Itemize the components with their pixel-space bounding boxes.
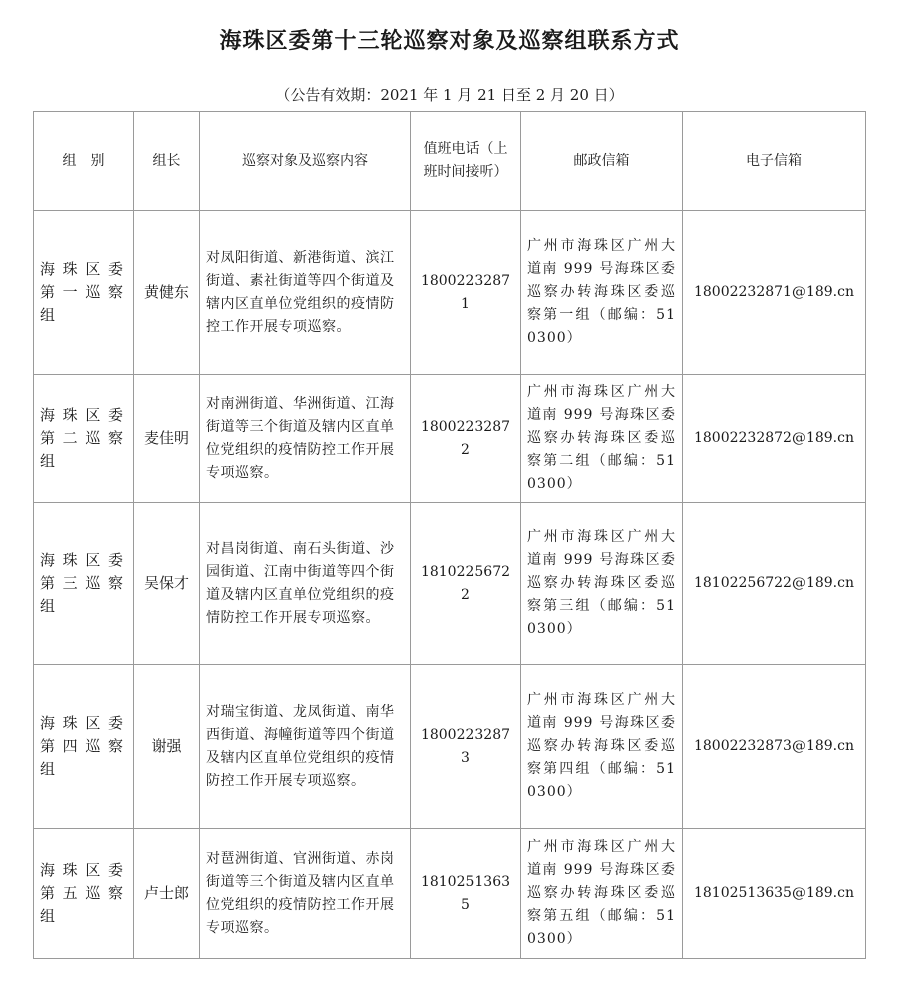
- mail-cell: 广州市海珠区广州大道南 999 号海珠区委巡察办转海珠区委巡察第四组（邮编：510300）: [521, 665, 683, 829]
- content-cell: 对昌岗街道、南石头街道、沙园街道、江南中街道等四个街道及辖内区直单位党组织的疫情防控工作开展专项巡察。: [200, 503, 411, 665]
- table-row: [34, 665, 866, 829]
- column-header-mail: 邮政信箱: [521, 112, 683, 211]
- table-row: [34, 211, 866, 375]
- content-cell: 对琶洲街道、官洲街道、赤岗街道等三个街道及辖内区直单位党组织的疫情防控工作开展专项巡察。: [200, 829, 411, 959]
- table-row: [34, 503, 866, 665]
- leader-cell: 黄健东: [134, 211, 200, 375]
- content-cell: 对凤阳街道、新港街道、滨江街道、素社街道等四个街道及辖内区直单位党组织的疫情防控工作开展专项巡察。: [200, 211, 411, 375]
- phone-cell: 18002232872: [411, 375, 521, 503]
- table-row: [34, 375, 866, 503]
- email-cell: 18102513635@189.cn: [683, 829, 866, 959]
- phone-cell: 18102513635: [411, 829, 521, 959]
- leader-cell: 卢士郎: [134, 829, 200, 959]
- table-row: [34, 829, 866, 959]
- column-header-content: 巡察对象及巡察内容: [200, 112, 411, 211]
- leader-cell: 麦佳明: [134, 375, 200, 503]
- validity-period: （公告有效期：2021 年 1 月 21 日至 2 月 20 日）: [275, 86, 624, 104]
- phone-cell: 18002232871: [411, 211, 521, 375]
- email-cell: 18002232872@189.cn: [683, 375, 866, 503]
- group-cell: 海珠区委第四巡察组: [34, 665, 134, 829]
- group-cell: 海珠区委第二巡察组: [34, 375, 134, 503]
- phone-cell: 18002232873: [411, 665, 521, 829]
- email-cell: 18002232871@189.cn: [683, 211, 866, 375]
- mail-cell: 广州市海珠区广州大道南 999 号海珠区委巡察办转海珠区委巡察第一组（邮编：510300）: [521, 211, 683, 375]
- phone-cell: 18102256722: [411, 503, 521, 665]
- column-header-leader: 组长: [134, 112, 200, 211]
- contact-table: [33, 111, 866, 959]
- column-header-phone: 值班电话（上班时间接听）: [411, 112, 521, 211]
- leader-cell: 吴保才: [134, 503, 200, 665]
- column-header-email: 电子信箱: [683, 112, 866, 211]
- group-cell: 海珠区委第五巡察组: [34, 829, 134, 959]
- email-cell: 18002232873@189.cn: [683, 665, 866, 829]
- column-header-group: 组 别: [34, 112, 134, 211]
- table-header-row: [34, 112, 866, 211]
- leader-cell: 谢强: [134, 665, 200, 829]
- mail-cell: 广州市海珠区广州大道南 999 号海珠区委巡察办转海珠区委巡察第二组（邮编：510300）: [521, 375, 683, 503]
- content-cell: 对南洲街道、华洲街道、江海街道等三个街道及辖内区直单位党组织的疫情防控工作开展专项巡察。: [200, 375, 411, 503]
- content-cell: 对瑞宝街道、龙凤街道、南华西街道、海幢街道等四个街道及辖内区直单位党组织的疫情防控工作开展专项巡察。: [200, 665, 411, 829]
- email-cell: 18102256722@189.cn: [683, 503, 866, 665]
- mail-cell: 广州市海珠区广州大道南 999 号海珠区委巡察办转海珠区委巡察第三组（邮编：510300）: [521, 503, 683, 665]
- group-cell: 海珠区委第一巡察组: [34, 211, 134, 375]
- group-cell: 海珠区委第三巡察组: [34, 503, 134, 665]
- mail-cell: 广州市海珠区广州大道南 999 号海珠区委巡察办转海珠区委巡察第五组（邮编：510300）: [521, 829, 683, 959]
- page-title: 海珠区委第十三轮巡察对象及巡察组联系方式: [219, 29, 680, 54]
